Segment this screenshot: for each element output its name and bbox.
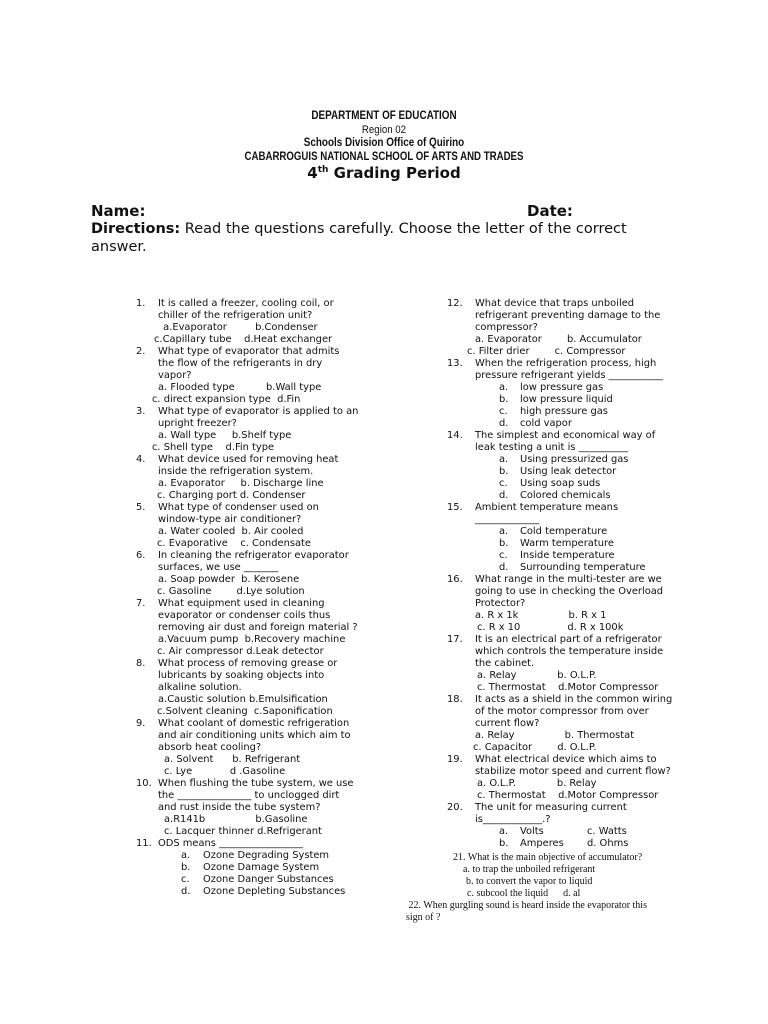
name-label: Name:	[91, 202, 146, 220]
option-letter: a.	[499, 454, 509, 465]
answer-option	[475, 394, 687, 406]
question-number: 12.	[447, 298, 463, 309]
answer-option-pair	[475, 838, 687, 850]
answer-option	[475, 418, 687, 430]
question-text-line: When flushing the tube system, we use	[158, 778, 354, 789]
answer-options: c. Gasoline d.Lye solution	[157, 586, 305, 597]
option-letter: b.	[499, 466, 509, 477]
question-item	[130, 778, 370, 838]
question-item	[447, 358, 687, 430]
question-text-line: is____________.?	[475, 814, 551, 825]
question-number: 11.	[136, 838, 152, 849]
question-number: 4.	[136, 454, 146, 465]
ods-option	[130, 862, 370, 874]
answer-options: a. Solvent b. Refrigerant	[164, 754, 301, 765]
option-text: Inside temperature	[520, 550, 615, 561]
question-22-line-2: sign of ?	[406, 912, 441, 923]
question-number: 15.	[447, 502, 463, 513]
answer-options: c.Solvent cleaning c.Saponification	[157, 706, 333, 717]
option-letter: d.	[499, 490, 509, 501]
answer-option	[475, 478, 687, 490]
question-text-line: the _______________ to unclogged dirt	[158, 790, 340, 801]
question-text-line: What type of evaporator is applied to an	[158, 406, 359, 417]
question-text-line: the flow of the refrigerants in dry	[158, 358, 323, 369]
question-text-line: leak testing a unit is __________	[475, 442, 628, 453]
question-text-line: which controls the temperature inside	[475, 646, 664, 657]
answer-options: a. Flooded type b.Wall type	[158, 382, 322, 393]
question-text-line: pressure refrigerant yields ___________	[475, 370, 663, 381]
question-item	[447, 574, 687, 634]
question-text-line: It is an electrical part of a refrigerator	[475, 634, 662, 645]
question-number: 9.	[136, 718, 146, 729]
question-item	[130, 502, 370, 550]
question-number: 16.	[447, 574, 463, 585]
answer-option	[475, 406, 687, 418]
question-item	[130, 718, 370, 778]
school-heading: CABARROGUIS NATIONAL SCHOOL OF ARTS AND TRADES	[244, 151, 524, 163]
question-text-line: Ambient temperature means	[475, 502, 619, 513]
option-letter: b.	[181, 862, 191, 873]
question-text-line: When the refrigeration process, high	[475, 358, 657, 369]
ods-option	[130, 874, 370, 886]
directions-label: Directions:	[91, 221, 181, 237]
option-text: Ozone Degrading System	[203, 850, 330, 861]
question-text-line: of the motor compressor from over	[475, 706, 649, 717]
question-text-line: What electrical device which aims to	[475, 754, 657, 765]
option-letter: b.	[499, 538, 509, 549]
option-letter: d.	[499, 418, 509, 429]
answer-option	[475, 382, 687, 394]
option-text: Surrounding temperature	[520, 562, 646, 573]
question-number: 3.	[136, 406, 146, 417]
question-item	[130, 454, 370, 502]
answer-option	[475, 526, 687, 538]
answer-option	[475, 466, 687, 478]
question-number: 8.	[136, 658, 146, 669]
answer-options: a. O.L.P. b. Relay	[477, 778, 597, 789]
answer-options: c. Thermostat d.Motor Compressor	[477, 682, 659, 693]
question-item	[130, 298, 370, 346]
question-number: 20.	[447, 802, 463, 813]
question-number: 5.	[136, 502, 146, 513]
question-number: 14.	[447, 430, 463, 441]
question-item	[447, 502, 687, 574]
option-letter: a.	[499, 826, 509, 837]
answer-options: c. Lye d .Gasoline	[164, 766, 286, 777]
answer-options: a. Evaporator b. Discharge line	[158, 478, 324, 489]
answer-option	[475, 490, 687, 502]
answer-options: a. Water cooled b. Air cooled	[158, 526, 304, 537]
option-text: Amperes	[520, 838, 564, 849]
option-letter: d.	[499, 562, 509, 573]
answer-options: c. Evaporative c. Condensate	[157, 538, 312, 549]
option-text: Cold temperature	[520, 526, 608, 537]
question-number: 7.	[136, 598, 146, 609]
question-item	[130, 838, 370, 850]
option-letter: b.	[499, 394, 509, 405]
question-text-line: The simplest and economical way of	[475, 430, 656, 441]
question-text-line: surfaces, we use _______	[158, 562, 279, 573]
region-heading: Region 02	[361, 124, 407, 136]
directions	[91, 220, 671, 256]
option-letter: a.	[499, 382, 509, 393]
answer-options: a.Evaporator b.Condenser	[160, 322, 318, 333]
question-text-line: the cabinet.	[475, 658, 535, 669]
answer-options: a.R141b b.Gasoline	[164, 814, 308, 825]
answer-options: a. Wall type b.Shelf type	[158, 430, 292, 441]
question-text-line: stabilize motor speed and current flow?	[475, 766, 671, 777]
question-21-option-b: b. to convert the vapor to liquid	[466, 876, 593, 887]
option-text: Colored chemicals	[520, 490, 611, 501]
answer-options: c. Air compressor d.Leak detector	[157, 646, 324, 657]
question-text-line: upright freezer?	[158, 418, 237, 429]
option-letter: a.	[181, 850, 191, 861]
question-number: 19.	[447, 754, 463, 765]
question-21-text: 21. What is the main objective of accumulator?	[453, 852, 643, 863]
option-letter: c.	[181, 874, 190, 885]
question-number: 10.	[136, 778, 152, 789]
grading-period-title	[0, 164, 768, 182]
answer-options: a.Caustic solution b.Emulsification	[158, 694, 328, 705]
answer-options: c. Lacquer thinner d.Refrigerant	[164, 826, 322, 837]
answer-option	[475, 454, 687, 466]
answer-options: c. direct expansion type d.Fin	[152, 394, 301, 405]
question-text-line: What range in the multi-tester are we	[475, 574, 662, 585]
option-letter: c.	[499, 406, 508, 417]
directions-text: Read the questions carefully. Choose the letter of the correct answer.	[91, 221, 627, 255]
answer-options: c. Filter drier c. Compressor	[467, 346, 626, 357]
question-22-line-1: 22. When gurgling sound is heard inside the evaporator this	[406, 900, 647, 911]
question-number: 18.	[447, 694, 463, 705]
option-letter: c.	[499, 478, 508, 489]
question-text-line: vapor?	[158, 370, 192, 381]
question-text-line: Protector?	[475, 598, 526, 609]
date-label: Date:	[527, 202, 573, 220]
question-item	[447, 298, 687, 358]
question-item	[447, 430, 687, 502]
option-text: Ozone Depleting Substances	[203, 886, 346, 897]
question-text-line: It acts as a shield in the common wiring	[475, 694, 673, 705]
option-text: Warm temperature	[520, 538, 614, 549]
grading-number: 4	[307, 164, 318, 182]
question-text-line: removing air dust and foreign material ?	[158, 622, 358, 633]
question-21-option-a: a. to trap the unboiled refrigerant	[463, 864, 596, 875]
question-21-options-cd: c. subcool the liquid d. al	[467, 888, 581, 899]
question-number: 13.	[447, 358, 463, 369]
division-heading: Schools Division Office of Quirino	[303, 137, 465, 149]
question-text-line: What equipment used in cleaning	[158, 598, 325, 609]
question-text-line: window-type air conditioner?	[158, 514, 302, 525]
question-item	[130, 550, 370, 598]
question-item	[130, 598, 370, 658]
grading-period-text: Grading Period	[328, 164, 461, 182]
option-text: d. Ohms	[587, 838, 629, 849]
question-item	[130, 658, 370, 718]
question-number: 1.	[136, 298, 146, 309]
answer-options: c. Charging port d. Condenser	[157, 490, 306, 501]
answer-options: c. Shell type d.Fin type	[152, 442, 275, 453]
option-letter: d.	[181, 886, 191, 897]
question-text-line: What device used for removing heat	[158, 454, 339, 465]
option-text: Using leak detector	[520, 466, 617, 477]
question-text-line: compressor?	[475, 322, 538, 333]
question-text-line: and air conditioning units which aim to	[158, 730, 351, 741]
answer-options: a. R x 1k b. R x 1	[475, 610, 607, 621]
option-text: Ozone Danger Substances	[203, 874, 334, 885]
question-text-line: absorb heat cooling?	[158, 742, 262, 753]
ods-option	[130, 886, 370, 898]
question-text-line: What device that traps unboiled	[475, 298, 635, 309]
question-item	[130, 406, 370, 454]
answer-option	[475, 538, 687, 550]
option-letter: c.	[499, 550, 508, 561]
question-text-line: What process of removing grease or	[158, 658, 338, 669]
answer-options: a. Relay b. Thermostat	[475, 730, 635, 741]
question-text-line: In cleaning the refrigerator evaporator	[158, 550, 349, 561]
question-text-line: evaporator or condenser coils thus	[158, 610, 331, 621]
question-text-line: ODS means _________________	[158, 838, 304, 849]
option-text: Volts	[520, 826, 544, 837]
question-text-line: alkaline solution.	[158, 682, 242, 693]
question-text-line: going to use in checking the Overload	[475, 586, 664, 597]
grading-ordinal-suffix: th	[317, 165, 329, 175]
option-text: Using pressurized gas	[520, 454, 629, 465]
question-item	[130, 346, 370, 406]
answer-options: c. Thermostat d.Motor Compressor	[477, 790, 659, 801]
answer-options: c. R x 10 d. R x 100k	[477, 622, 624, 633]
question-text-line: What coolant of domestic refrigeration	[158, 718, 350, 729]
answer-options: a. Relay b. O.L.P.	[477, 670, 597, 681]
question-text-line: inside the refrigeration system.	[158, 466, 314, 477]
question-text-line: _____________	[475, 514, 540, 525]
answer-option-pair	[475, 826, 687, 838]
option-letter: b.	[499, 838, 509, 849]
question-text-line: and rust inside the tube system?	[158, 802, 321, 813]
right-question-column	[447, 298, 687, 850]
option-text: low pressure gas	[520, 382, 604, 393]
question-item	[447, 754, 687, 802]
left-question-column	[130, 298, 370, 898]
answer-options: c.Capillary tube d.Heat exchanger	[154, 334, 333, 345]
question-text-line: lubricants by soaking objects into	[158, 670, 325, 681]
option-letter: a.	[499, 526, 509, 537]
question-item	[447, 634, 687, 694]
question-text-line: The unit for measuring current	[475, 802, 627, 813]
option-text: cold vapor	[520, 418, 572, 429]
question-text-line: What type of evaporator that admits	[158, 346, 340, 357]
option-text: Ozone Damage System	[203, 862, 320, 873]
option-text: c. Watts	[587, 826, 627, 837]
answer-options: a. Evaporator b. Accumulator	[475, 334, 642, 345]
question-item	[447, 694, 687, 754]
answer-option	[475, 562, 687, 574]
option-text: Using soap suds	[520, 478, 601, 489]
question-text-line: What type of condenser used on	[158, 502, 319, 513]
answer-options: a. Soap powder b. Kerosene	[158, 574, 300, 585]
option-text: high pressure gas	[520, 406, 608, 417]
question-text-line: refrigerant preventing damage to the	[475, 310, 661, 321]
ods-option	[130, 850, 370, 862]
question-text-line: chiller of the refrigeration unit?	[158, 310, 313, 321]
question-number: 17.	[447, 634, 463, 645]
answer-option	[475, 550, 687, 562]
department-heading: DEPARTMENT OF EDUCATION	[311, 110, 457, 122]
question-number: 2.	[136, 346, 146, 357]
answer-options: a.Vacuum pump b.Recovery machine	[158, 634, 346, 645]
question-item	[447, 802, 687, 850]
question-number: 6.	[136, 550, 146, 561]
question-text-line: It is called a freezer, cooling coil, or	[158, 298, 334, 309]
answer-options: c. Capacitor d. O.L.P.	[473, 742, 597, 753]
question-text-line: current flow?	[475, 718, 540, 729]
option-text: low pressure liquid	[520, 394, 613, 405]
